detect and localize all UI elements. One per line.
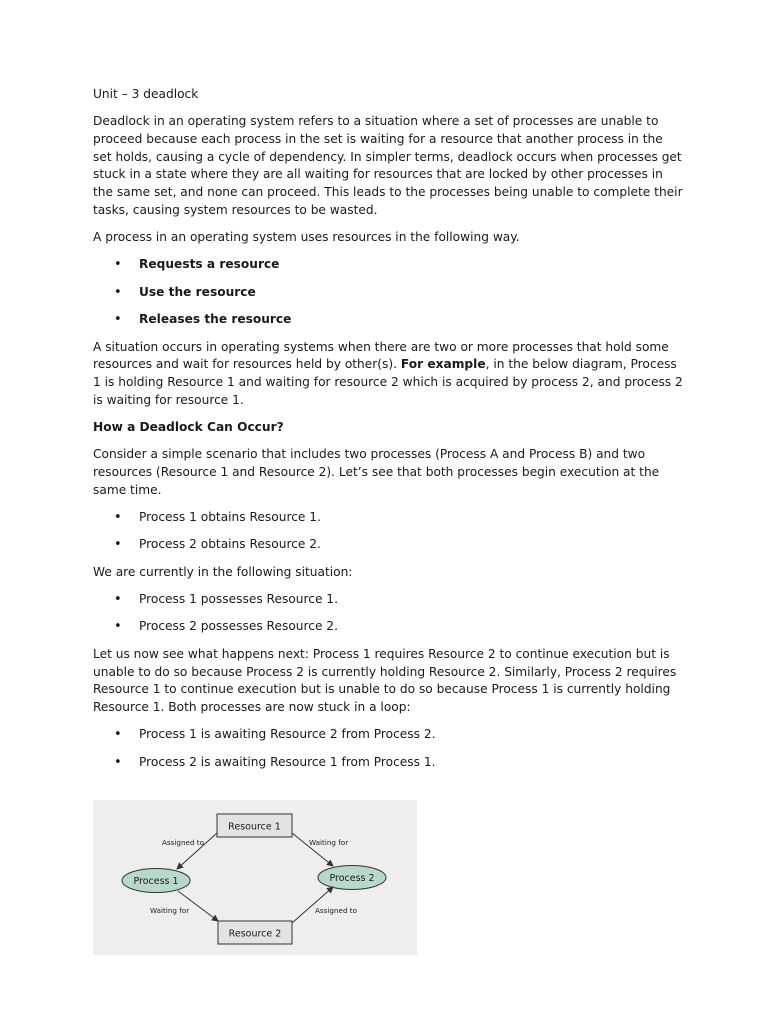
waiting-for-label-bottom: Waiting for [150,906,190,915]
bullet-icon: • [114,754,122,770]
bullet-icon: • [114,312,122,328]
obtain-list [93,509,683,554]
deadlock-diagram [93,800,417,955]
process-2-label: Process 2 [329,873,375,884]
assigned-to-label-top: Assigned to [162,838,205,847]
current-intro-paragraph: We are currently in the following situation: [93,564,353,579]
bullet-icon: • [114,537,122,553]
bullet-icon: • [114,727,122,743]
list-item: • Process 1 is awaiting Resource 2 from Process 2. [114,727,436,743]
document-title: Unit – 3 deadlock [93,87,199,101]
list-item: • Process 2 is awaiting Resource 1 from Process 1. [114,754,436,770]
document-page [93,86,683,781]
possess-list [93,591,683,636]
usage-intro-paragraph: A process in an operating system uses resources in the following way. [93,229,520,244]
list-item: • Use the resource [114,284,256,300]
resource-1-label: Resource 1 [228,821,281,833]
resource-2-label: Resource 2 [228,928,282,940]
bullet-icon: • [114,619,122,635]
intro-paragraph: Deadlock in an operating system refers to a situation where a set of processes are unable to proceed because each process in the set is waiting for a resource that another process in the set holds, causing a cycle of dependency. In simpler terms, deadlock occurs when processes get stuck in a state where they are all waiting for resources that are locked by other processes in the same set, and none can proceed. This leads to the processes being unable to complete their tasks, causing system resources to be wasted. [93,114,683,217]
bullet-icon: • [114,591,122,607]
next-paragraph: Let us now see what happens next: Process 1 requires Resource 2 to continue execution but is unable to do so because Process 2 is currently holding Resource 2. Similarly, Process 2 requires Resource 1 to continue execution but is unable to do so because Process 1 is currently holding Resource 1. Both processes are now stuck in a loop: [93,646,677,715]
section-heading: How a Deadlock Can Occur? [93,419,284,434]
usage-steps-list [93,256,683,329]
deadlock-diagram-svg [93,800,417,955]
process-1-label: Process 1 [133,876,179,887]
assigned-to-label-bottom: Assigned to [315,906,358,915]
waiting-for-label-top: Waiting for [309,838,349,847]
list-item: • Process 1 obtains Resource 1. [114,509,321,525]
list-item: • Releases the resource [114,312,292,328]
list-item: • Process 2 possesses Resource 2. [114,619,338,635]
bullet-icon: • [114,509,122,525]
await-list [93,726,683,771]
list-item: • Requests a resource [114,257,280,273]
bullet-icon: • [114,284,122,300]
list-item: • Process 2 obtains Resource 2. [114,537,321,553]
scenario-paragraph: Consider a simple scenario that includes two processes (Process A and Process B) and two resources (Resource 1 and Resource 2). Let’s see that both processes begin execution at the same time. [93,447,660,497]
list-item: • Process 1 possesses Resource 1. [114,591,338,607]
assigned-to-arrow-bottom [292,887,333,923]
emphasis-text: For example [400,357,486,372]
bullet-icon: • [114,257,122,273]
situation-paragraph: A situation occurs in operating systems when there are two or more processes that hold some resources and wait for resources held by other(s). For example, in the below diagram, Process 1 is holding Resource 1 and waiting for resource 2 which is acquired by process 2, and process 2 is waiting for resource 1. [93,339,683,407]
